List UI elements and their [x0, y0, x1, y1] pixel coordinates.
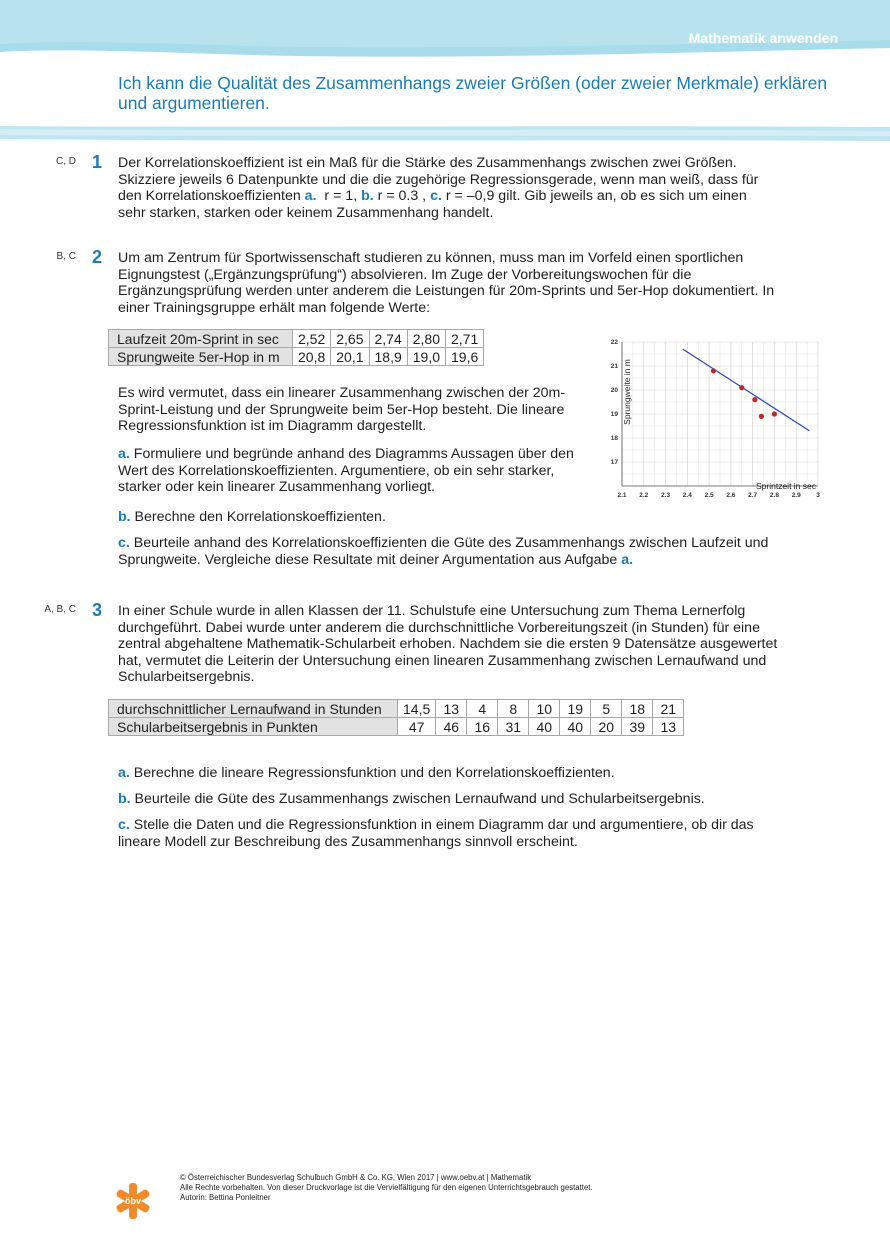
chart-grid	[622, 342, 818, 486]
table-row	[109, 348, 484, 366]
table-cell: 16	[467, 718, 498, 736]
row-label-jump: Sprungweite 5er-Hop in m	[109, 348, 293, 366]
table-cell: 2,74	[369, 330, 407, 348]
y-tick-label: 17	[610, 459, 618, 467]
task-1-text	[118, 155, 768, 221]
task-number-2: 2	[92, 247, 103, 267]
table-cell: 14,5	[398, 700, 436, 718]
x-tick-label: 2.9	[791, 492, 801, 499]
task-3-a-text: Berechne die lineare Regressionsfunktion und den Korrelationskoeffizienten.	[129, 765, 615, 781]
chart-ticks	[611, 339, 820, 499]
task-3-part-c	[118, 817, 778, 850]
task-3-label-c: c.	[118, 817, 130, 833]
table-cell: 40	[560, 718, 591, 736]
x-tick-label: 2.7	[748, 492, 758, 499]
task-3-text: In einer Schule wurde in allen Klassen der 11. Schulstufe eine Untersuchung zum Thema Lernerfolg durchgeführt. Dabei wurde unter anderem die durchschnittliche Vorbereitungszeit (in Stunden) für eine zentral abgehaltene Mathematik-Schularbeit erhoben. Nachdem sie die ersten 9 Datensätze ausgewertet hat, vermutet die Leiterin der Untersuchung einen linearen Zusammenhang zwischen Lernaufwand und Schularbeitsergebnis.	[118, 603, 778, 686]
task-1-rc: r = –0,9 gilt. Gib jeweils an, ob es sich um einen sehr starken, starken oder keinem Zusammenhang handelt.	[118, 188, 747, 221]
task-2-b-text: Berechne den Korrelationskoeffizienten.	[130, 509, 386, 525]
table-cell: 20,8	[293, 348, 331, 366]
table-cell: 31	[498, 718, 529, 736]
x-tick-label: 2.3	[661, 492, 671, 499]
x-tick-label: 2.8	[769, 492, 779, 499]
data-point	[759, 414, 764, 419]
task-2-c-text: Beurteile anhand des Korrelationskoeffizienten die Güte des Zusammenhangs zwischen Laufzeit und Sprungweite. Vergleiche diese Resultate mit deiner Argumentation aus Aufgabe	[118, 535, 769, 568]
x-tick-label: 2.2	[639, 492, 649, 499]
scatter-chart	[600, 336, 825, 508]
table-cell: 19,6	[446, 348, 484, 366]
y-tick-label: 20	[610, 387, 618, 395]
y-tick-label: 19	[610, 411, 618, 419]
footer-line-3: Autorin: Bettina Ponleitner	[180, 1193, 271, 1202]
x-tick-label: 2.1	[617, 492, 627, 499]
competence-code-1: C, D	[56, 156, 76, 167]
task-2-label-a: a.	[118, 446, 130, 462]
learning-goal: Ich kann die Qualität des Zusammenhangs zweier Größen (oder zweier Merkmale) erklären und argumentieren.	[118, 73, 828, 113]
table-cell: 13	[436, 700, 467, 718]
task-3-label-b: b.	[118, 791, 131, 807]
row-label-effort: durchschnittlicher Lernaufwand in Stunden	[109, 700, 398, 718]
task-2-label-c: c.	[118, 535, 130, 551]
task-3-b-text: Beurteile die Güte des Zusammenhangs zwischen Lernaufwand und Schularbeitsergebnis.	[130, 791, 705, 807]
competence-code-2: B, C	[56, 251, 76, 262]
data-point	[752, 397, 757, 402]
sprint-data-table	[108, 329, 484, 366]
data-point	[739, 385, 744, 390]
table-cell: 20	[591, 718, 622, 736]
row-label-score: Schularbeitsergebnis in Punkten	[109, 718, 398, 736]
x-tick-label: 3	[816, 492, 820, 499]
table-cell: 19,0	[407, 348, 445, 366]
table-row	[109, 700, 684, 718]
task-3-part-a	[118, 765, 798, 782]
publisher-logo-icon	[114, 1182, 152, 1220]
x-tick-label: 2.6	[726, 492, 736, 499]
task-2-hypothesis: Es wird vermutet, dass ein linearer Zusammenhang zwischen der 20m-Sprint-Leistung und der Sprungweite beim 5er-Hop besteht. Die lineare Regressionsfunktion ist im Diagramm dargestellt.	[118, 385, 566, 435]
task-2-part-a	[118, 446, 578, 496]
study-data-table	[108, 699, 684, 736]
table-cell: 10	[529, 700, 560, 718]
task-2-c-ref: a.	[621, 551, 634, 568]
data-point	[772, 411, 777, 416]
y-axis-label: Sprungweite in m	[622, 359, 632, 425]
table-cell: 8	[498, 700, 529, 718]
x-tick-label: 2.5	[704, 492, 714, 499]
table-cell: 2,71	[446, 330, 484, 348]
task-1-label-c: c.	[430, 188, 442, 205]
x-tick-label: 2.4	[682, 492, 692, 499]
task-number-1: 1	[92, 152, 103, 172]
task-2-text: Um am Zentrum für Sportwissenschaft studieren zu können, muss man im Vorfeld einen sportlichen Eignungstest („Ergänzungsprüfung“) absolvieren. Im Zuge der Vorbereitungswochen für die Ergänzungsprüfung werden unter anderem die Leistungen für 20m-Sprints und 5er-Hop dokumentiert. In einer Trainingsgruppe erhält man folgende Werte:	[118, 250, 775, 316]
task-2-label-b: b.	[118, 509, 131, 525]
task-3-part-b	[118, 791, 798, 808]
table-cell: 46	[436, 718, 467, 736]
table-cell: 20,1	[331, 348, 369, 366]
task-1-label-a: a.	[304, 188, 317, 205]
row-label-sprint: Laufzeit 20m-Sprint in sec	[109, 330, 293, 348]
section-title: Mathematik anwenden	[688, 30, 838, 46]
competence-code-3: A, B, C	[44, 604, 76, 615]
table-cell: 18	[622, 700, 653, 718]
table-cell: 19	[560, 700, 591, 718]
table-cell: 2,65	[331, 330, 369, 348]
footer-line-1: © Österreichischer Bundesverlag Schulbuch GmbH & Co. KG, Wien 2017 | www.oebv.at | Mathematik	[180, 1173, 532, 1182]
table-cell: 2,52	[293, 330, 331, 348]
table-row	[109, 330, 484, 348]
table-cell: 21	[653, 700, 684, 718]
task-1-ra: r = 1,	[324, 188, 362, 205]
table-cell: 4	[467, 700, 498, 718]
task-2-part-b	[118, 509, 578, 526]
footer-line-2: Alle Rechte vorbehalten. Von dieser Druckvorlage ist die Vervielfältigung für den eigenen Unterrichtsgebrauch gestattet.	[180, 1183, 593, 1192]
y-tick-label: 21	[610, 363, 618, 371]
table-cell: 39	[622, 718, 653, 736]
footer-copyright	[180, 1173, 593, 1203]
task-1-intro: Der Korrelationskoeffizient ist ein Maß für die Stärke des Zusammenhangs zwischen zwei Größen. Skizziere jeweils 6 Datenpunkte und die die zugehörige Regressionsgerade, wenn man weiß, dass für den Korrelationskoeffizienten	[118, 155, 759, 205]
task-1-label-b: b.	[361, 188, 374, 205]
task-2-part-c	[118, 535, 778, 568]
data-point	[711, 368, 716, 373]
task-3-label-a: a.	[118, 765, 130, 781]
y-tick-label: 22	[610, 339, 618, 347]
table-cell: 2,80	[407, 330, 445, 348]
table-cell: 18,9	[369, 348, 407, 366]
table-row	[109, 718, 684, 736]
table-cell: 13	[653, 718, 684, 736]
task-3-c-text: Stelle die Daten und die Regressionsfunktion in einem Diagramm dar und argumentiere, ob dir das lineare Modell zur Beschreibung des Zusammenhangs sinnvoll erscheint.	[118, 817, 754, 850]
table-cell: 47	[398, 718, 436, 736]
table-cell: 5	[591, 700, 622, 718]
logo-text: öbv	[124, 1196, 142, 1206]
task-2-a-text: Formuliere und begründe anhand des Diagramms Aussagen über den Wert des Korrelationskoeffizienten. Argumentiere, ob ein sehr starker, starker oder kein linearer Zusammenhang vorliegt.	[118, 446, 574, 496]
task-number-3: 3	[92, 600, 103, 620]
divider-band	[0, 123, 890, 145]
task-1-rb: r = 0.3 ,	[373, 188, 431, 205]
table-cell: 40	[529, 718, 560, 736]
x-axis-label: Sprintzeit in sec	[756, 481, 816, 491]
y-tick-label: 18	[610, 435, 618, 443]
